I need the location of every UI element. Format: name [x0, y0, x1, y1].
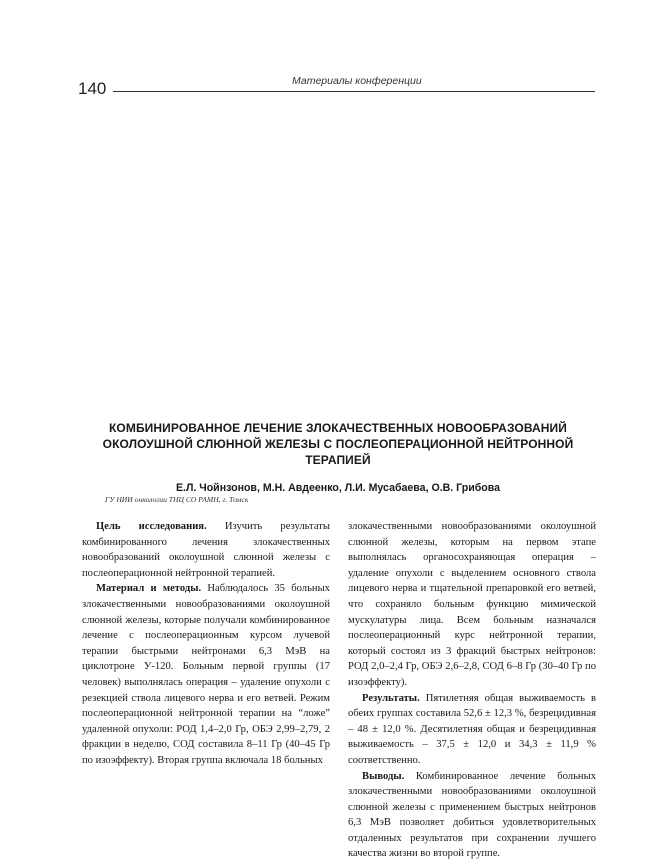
running-title: Материалы конференции — [292, 75, 422, 87]
conclusions-text: Комбинированное лечение больных злокачественными новообразованиями околоушной слюнной железы с применением быстрых нейтронов 6,3 МэВ позволяет добиться удовлетворительных отдаленных результатов при сохранении лучшего качества жизни во второй группе. — [348, 771, 596, 860]
title-line: ТЕРАПИЕЙ — [84, 452, 592, 468]
affiliation: ГУ НИИ онкологии ТНЦ СО РАМН, г. Томск — [105, 495, 248, 504]
methods-text: Наблюдалось 35 больных злокачественными новообразованиями околоушной слюнной железы, которые получали комбинированное лечение с послеоперационным курсом лучевой терапии быстрыми нейтронами 6,3 МэВ на циклотроне У-120. Больным первой группы (17 человек) выполнялась операция – удаление опухоли с резекцией ствола лицевого нерва и его ветвей. Режим послеоперационной нейтронной терапии на “ложе” удаленной опухоли: РОД 1,4–2,0 Гр, ОБЭ 2,99–2,79, 2 фракции в неделю, СОД составила 8–11 Гр (40–45 Гр по изоэффекту). Вторая группа включала 18 больных — [82, 583, 330, 766]
title-line: КОМБИНИРОВАННОЕ ЛЕЧЕНИЕ ЗЛОКАЧЕСТВЕННЫХ НОВООБРАЗОВАНИЙ — [84, 420, 592, 436]
aim-label: Цель исследования. — [96, 521, 207, 532]
conclusions-paragraph — [348, 769, 596, 862]
results-text: Пятилетняя общая выживаемость в обеих группах составила 52,6 ± 12,3 %, безрецидивная – 48 ± 12,0 %. Десятилетняя общая и безрецидивная выживаемость – 37,5 ± 12,0 и 34,3 ± 11,9 % соответственно. — [348, 693, 596, 766]
page-header — [0, 0, 646, 100]
header-rule — [113, 91, 595, 92]
results-label: Результаты. — [362, 693, 420, 704]
aim-paragraph — [82, 519, 330, 581]
conclusions-label: Выводы. — [362, 771, 404, 782]
results-paragraph — [348, 691, 596, 769]
authors: Е.Л. Чойнзонов, М.Н. Авдеенко, Л.И. Мусабаева, О.В. Грибова — [108, 482, 568, 494]
page-number: 140 — [78, 79, 106, 99]
methods-paragraph-continued: злокачественными новообразованиями околоушной слюнной железы, которым на первом этапе выполнялась органосохраняющая операция – удаление опухоли с выделением основного ствола лицевого нерва и тщательной препаровкой его ветвей, что сохраняло больным функцию мимической мускулатуры лица. Всем больным назначался послеоперационный курс нейтронной терапии, который состоял из 3 фракций быстрых нейтронов: РОД 2,0–2,4 Гр, ОБЭ 2,6–2,8, СОД 6–8 Гр (30–40 Гр по изоэффекту). — [348, 519, 596, 691]
aim-text: Изучить результаты комбинированного лечения злокачественных новообразований околоушной слюнной железы с послеоперационной нейтронной терапией. — [82, 521, 330, 579]
title-line: ОКОЛОУШНОЙ СЛЮННОЙ ЖЕЛЕЗЫ С ПОСЛЕОПЕРАЦИОННОЙ НЕЙТРОННОЙ — [84, 436, 592, 452]
text-column-right — [348, 519, 596, 862]
article-title — [84, 420, 592, 468]
text-column-left — [82, 519, 330, 769]
methods-paragraph — [82, 581, 330, 768]
methods-label: Материал и методы. — [96, 583, 201, 594]
